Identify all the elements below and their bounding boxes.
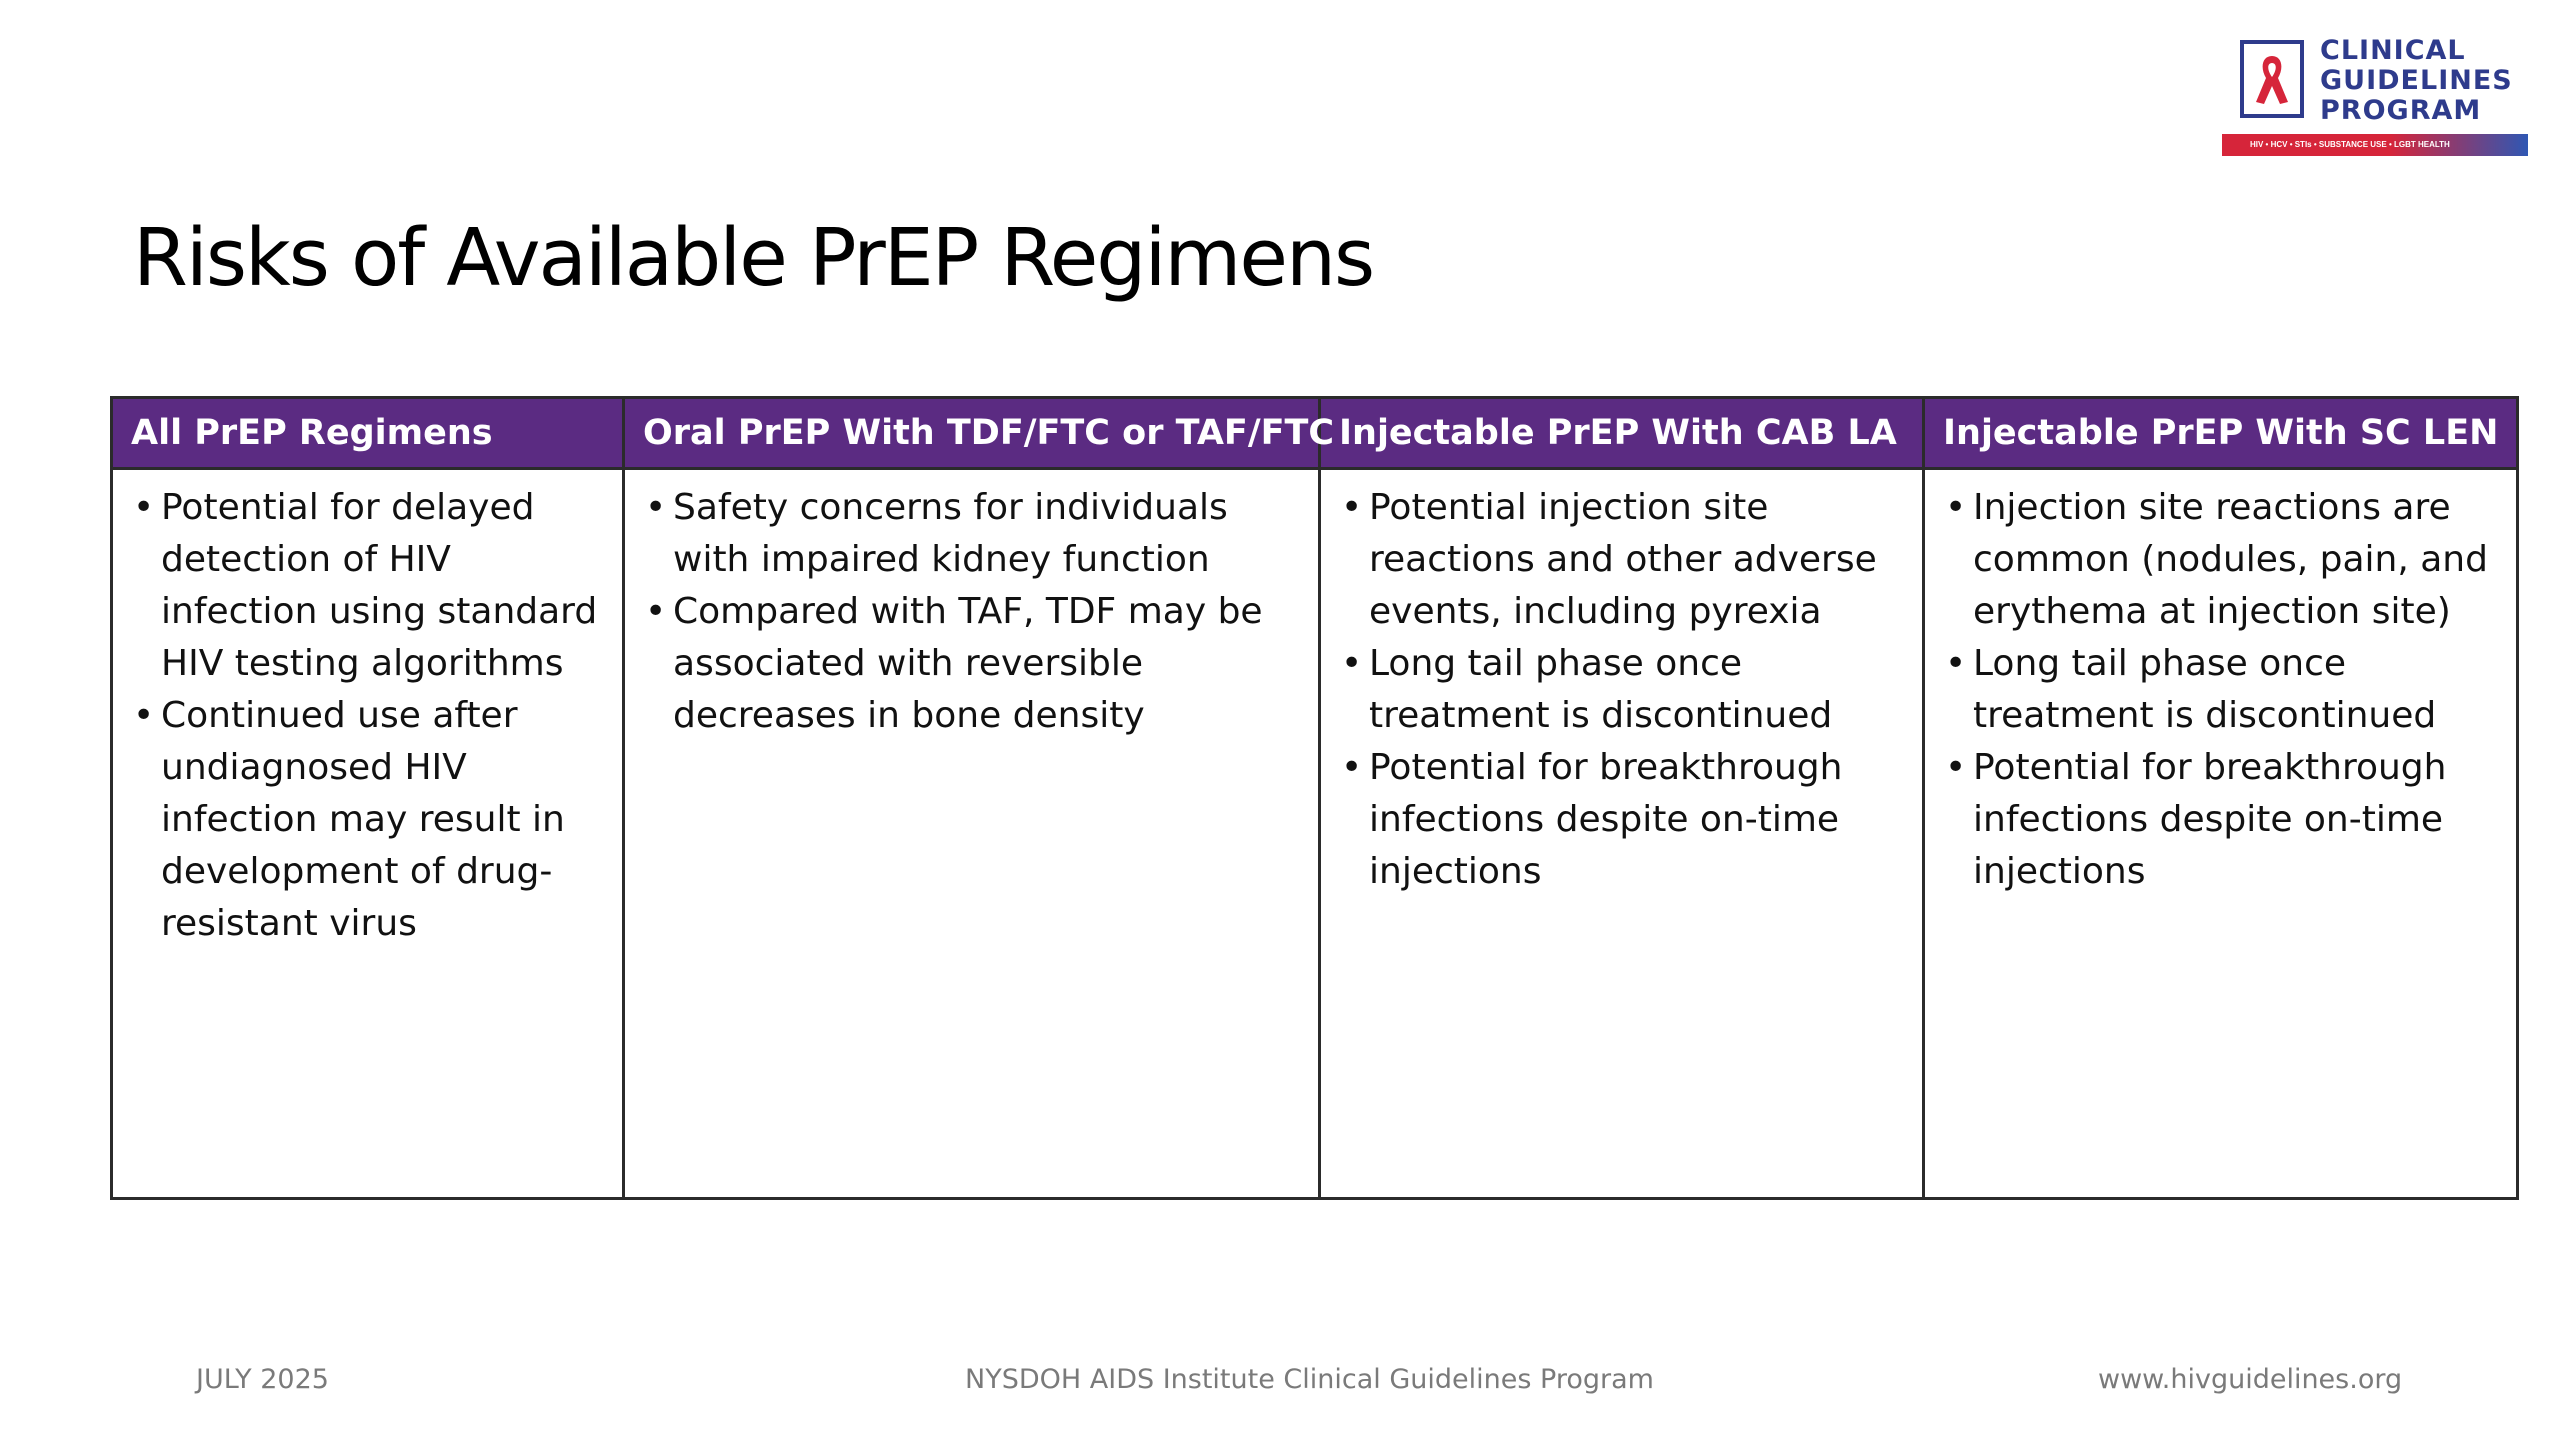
cell-injectable-cab-la [1320,469,1924,1199]
logo-wordmark [2320,36,2513,126]
cell-injectable-sc-len [1924,469,2518,1199]
list-item: • Long tail phase once treatment is discontinued [1339,638,1908,742]
list-item: • Continued use after undiagnosed HIV infection may result in development of drug-resistant virus [131,690,608,950]
awareness-ribbon-icon [2248,50,2296,110]
table-header-row [112,398,2518,469]
logo-tagline: HIV • HCV • STIs • SUBSTANCE USE • LGBT HEALTH [2222,134,2528,156]
list-item: • Injection site reactions are common (nodules, pain, and erythema at injection site) [1943,482,2502,638]
logo-line-2: GUIDELINES [2320,65,2513,96]
risk-list [131,482,608,950]
header-oral-prep: Oral PrEP With TDF/FTC or TAF/FTC [624,398,1320,469]
footer-date: JULY 2025 [196,1364,329,1395]
list-item: • Long tail phase once treatment is discontinued [1943,638,2502,742]
logo-line-1: CLINICAL [2320,35,2466,66]
logo-emblem [2240,40,2304,118]
slide-title: Risks of Available PrEP Regimens [133,212,1374,304]
prep-risks-table [110,396,2519,1200]
list-item: • Safety concerns for individuals with impaired kidney function [643,482,1304,586]
list-item: • Potential for breakthrough infections despite on-time injections [1339,742,1908,898]
list-item: • Potential for delayed detection of HIV infection using standard HIV testing algorithms [131,482,608,690]
header-injectable-cab-la: Injectable PrEP With CAB LA [1320,398,1924,469]
list-item: • Potential for breakthrough infections despite on-time injections [1943,742,2502,898]
list-item: • Potential injection site reactions and other adverse events, including pyrexia [1339,482,1908,638]
table-row [112,469,2518,1199]
footer-url[interactable]: www.hivguidelines.org [2098,1364,2403,1395]
logo-line-3: PROGRAM [2320,95,2482,126]
header-injectable-sc-len: Injectable PrEP With SC LEN [1924,398,2518,469]
list-item: • Compared with TAF, TDF may be associated with reversible decreases in bone density [643,586,1304,742]
cell-all-prep-regimens [112,469,624,1199]
risk-list [643,482,1304,742]
header-all-prep-regimens: All PrEP Regimens [112,398,624,469]
cell-oral-prep [624,469,1320,1199]
risk-list [1339,482,1908,898]
risk-list [1943,482,2502,898]
clinical-guidelines-program-logo [2222,34,2532,162]
footer-org: NYSDOH AIDS Institute Clinical Guidelines Program [965,1364,1654,1395]
